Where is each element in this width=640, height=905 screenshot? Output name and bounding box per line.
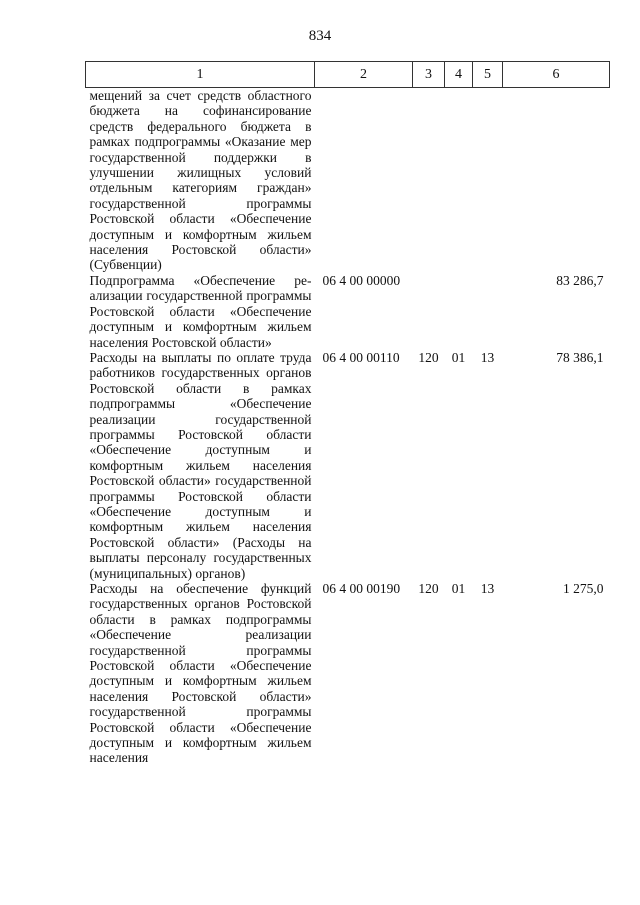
column-header-4: 4: [445, 62, 473, 88]
table-row: [86, 88, 610, 273]
row-expense-type-cell: 120: [418, 349, 439, 365]
column-header-5: 5: [473, 62, 503, 88]
table-row: [86, 273, 610, 350]
column-header-3: 3: [413, 62, 445, 88]
row-sum-cell: 1 275,0: [563, 581, 604, 596]
row-section-cell: [445, 88, 473, 273]
row-target-article-cell: 06 4 00 00000: [322, 272, 401, 288]
row-section-cell: 01: [451, 581, 466, 596]
row-expense-type-cell: 120: [418, 581, 439, 596]
budget-table: [85, 61, 610, 766]
row-target-article-cell: [315, 88, 413, 273]
table-row: [86, 581, 610, 766]
row-name-cell: мещений за счет средств областного бюджета на софинансирование средств федерального бюджета в рамках подпрограммы «Оказание мер государственной поддержки в улучшении жилищных условий отдельным категориям граждан» государственной программы Ростовской области «Обеспечение доступным и комфортным жильем населения Ростовской области» (Субвенции): [89, 88, 312, 273]
row-expense-type-cell: [413, 88, 445, 273]
row-subsection-cell: [473, 88, 503, 273]
row-target-article-cell: 06 4 00 00190: [322, 581, 401, 596]
row-target-article-cell: 06 4 00 00110: [322, 349, 400, 365]
column-header-6: 6: [503, 62, 610, 88]
column-header-1: 1: [86, 62, 315, 88]
table-body: [86, 88, 610, 766]
column-header-2: 2: [315, 62, 413, 88]
row-subsection-cell: 13: [480, 349, 495, 365]
row-sum-cell: 83 286,7: [556, 272, 604, 288]
page-number: 834: [308, 28, 332, 44]
row-sum-cell: 78 386,1: [556, 349, 604, 365]
row-section-cell: [445, 273, 473, 350]
table-header-row: [86, 62, 610, 88]
row-subsection-cell: [473, 273, 503, 350]
row-name-cell: Расходы на выплаты по оплате труда работников государственных органов Ростовской области в рамках подпрограммы «Обеспечение реализации государственной программы Ростовской области «Обеспечение доступным и комфортным жильем населения Ростовской области» государственной программы Ростовской области «Обеспечение доступным и комфортным жильем населения Ростовской области» (Расходы на выплаты персоналу государственных (муниципальных) органов): [89, 349, 312, 581]
row-name-cell: Подпрограмма «Обеспечение реализации государственной программы Ростовской области «Обеспечение доступным и комфортным жильем населения Ростовской области»: [89, 272, 312, 350]
row-subsection-cell: 13: [480, 581, 495, 596]
table-header: [86, 62, 610, 88]
row-sum-cell: [503, 88, 610, 273]
row-name-cell: Расходы на обеспечение функций государственных органов Ростовской области в рамках подпрограммы «Обеспечение реализации государственной программы Ростовской области «Обеспечение доступным и комфортным жильем населения Ростовской области» государственной программы Ростовской области «Обеспечение доступным и комфортным жильем населения: [89, 581, 312, 766]
row-section-cell: 01: [451, 349, 466, 365]
row-expense-type-cell: [413, 273, 445, 350]
table-row: [86, 350, 610, 581]
